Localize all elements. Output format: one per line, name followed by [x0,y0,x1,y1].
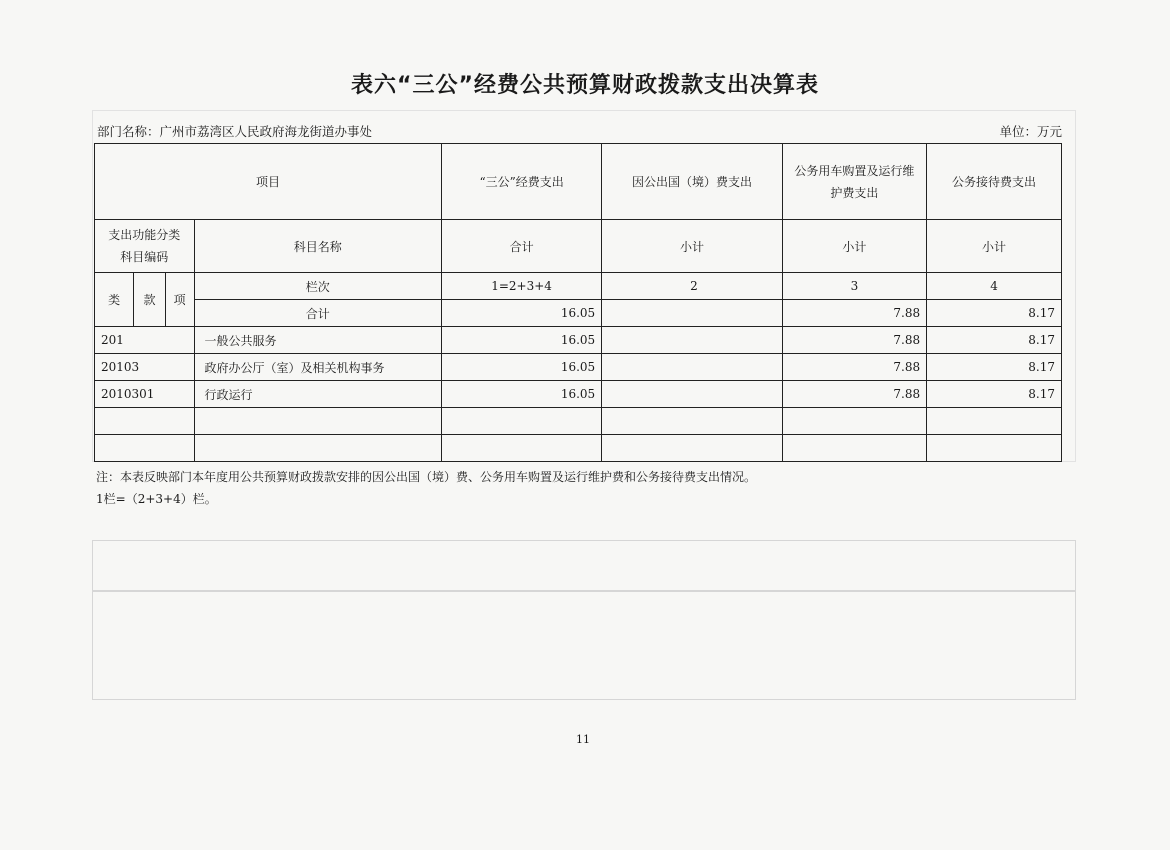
header-sangong: “三公”经费支出 [441,144,601,220]
note-line-1: 注：本表反映部门本年度用公共预算财政拨款安排的因公出国（境）费、公务用车购置及运行维护费和公务接待费支出情况。 [96,470,757,484]
row-sangong: 16.05 [441,354,601,381]
row-sangong [441,408,601,435]
header-subtotal-reception: 小计 [927,220,1062,273]
expense-table [94,143,1062,462]
header-item: 项目 [95,144,442,220]
table-row [95,435,1062,462]
header-subtotal-vehicle: 小计 [782,220,926,273]
row-code [95,408,195,435]
row-code: 201 [95,327,195,354]
header-lei: 类 [95,273,134,327]
row-reception [927,408,1062,435]
col-index-4: 4 [927,273,1062,300]
bleed-through-table-header [92,540,1076,592]
row-abroad [602,408,783,435]
row-vehicle: 7.88 [782,354,926,381]
header-xiang: 项 [165,273,194,327]
header-total: 合计 [441,220,601,273]
row-name [194,435,441,462]
bleed-through-table [92,590,1076,700]
row-vehicle: 7.88 [782,381,926,408]
table-notes [96,466,756,510]
row-reception: 8.17 [927,300,1062,327]
row-name [194,408,441,435]
row-name: 一般公共服务 [194,327,441,354]
row-sangong: 16.05 [441,327,601,354]
header-vehicle: 公务用车购置及运行维护费支出 [782,144,926,220]
row-code [95,435,195,462]
header-func-class [95,220,195,273]
table-row [95,408,1062,435]
row-abroad [602,327,783,354]
row-vehicle: 7.88 [782,327,926,354]
table-row [95,327,1062,354]
row-abroad [602,381,783,408]
header-kuan: 款 [134,273,165,327]
col-index-2: 2 [602,273,783,300]
row-vehicle [782,435,926,462]
row-reception: 8.17 [927,327,1062,354]
department-name: 部门名称：广州市荔湾区人民政府海龙街道办事处 [97,124,373,139]
note-line-2: 1栏=（2+3+4）栏。 [96,492,217,506]
row-sangong: 16.05 [441,300,601,327]
row-vehicle: 7.88 [782,300,926,327]
row-reception: 8.17 [927,381,1062,408]
table-row [95,300,1062,327]
header-reception: 公务接待费支出 [927,144,1062,220]
row-code: 20103 [95,354,195,381]
header-func-class-1: 支出功能分类 [108,228,181,242]
header-subtotal-abroad: 小计 [602,220,783,273]
unit-label: 单位：万元 [999,124,1062,139]
header-abroad: 因公出国（境）费支出 [602,144,783,220]
table-row [95,354,1062,381]
row-reception: 8.17 [927,354,1062,381]
page-title: 表六“三公”经费公共预算财政拨款支出决算表 [351,73,819,98]
row-reception [927,435,1062,462]
row-abroad [602,435,783,462]
row-abroad [602,354,783,381]
row-name: 合计 [194,300,441,327]
row-name: 政府办公厅（室）及相关机构事务 [194,354,441,381]
row-sangong [441,435,601,462]
table-row [95,381,1062,408]
header-subject-name: 科目名称 [194,220,441,273]
row-sangong: 16.05 [441,381,601,408]
header-func-class-2: 科目编码 [120,250,169,264]
page-number: 11 [576,733,590,746]
col-index-1: 1=2+3+4 [441,273,601,300]
row-vehicle [782,408,926,435]
col-index-3: 3 [782,273,926,300]
header-lanci: 栏次 [194,273,441,300]
row-code: 2010301 [95,381,195,408]
row-name: 行政运行 [194,381,441,408]
row-abroad [602,300,783,327]
